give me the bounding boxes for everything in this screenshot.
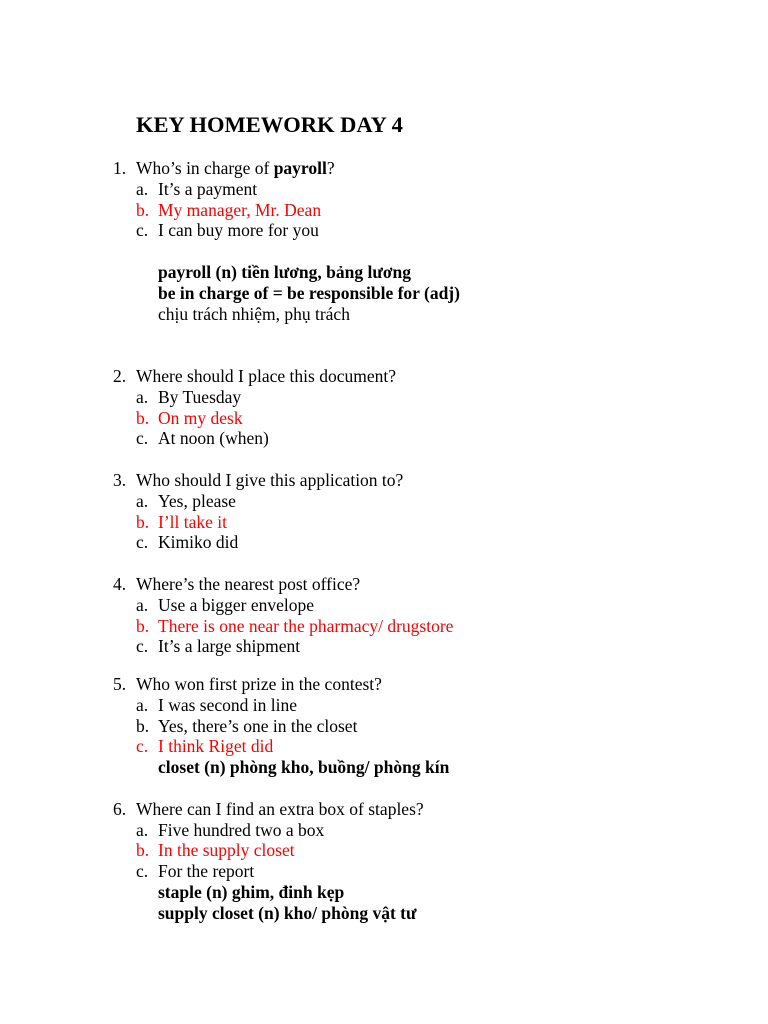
option-text: I’ll take it [158,511,228,532]
option-text: My manager, Mr. Dean [158,199,322,220]
question-prompt [113,158,733,179]
option-text: At noon (when) [158,428,269,449]
question-text: Where should I place this document? [136,365,396,386]
option-text: It’s a large shipment [158,636,301,657]
question-prompt [113,799,733,820]
question-text-end: ? [326,158,335,178]
option-c [113,428,733,449]
option-text: I think Riget did [158,736,274,757]
blank-line [113,241,733,262]
option-letter: b. [136,407,150,428]
question-prompt [113,574,733,595]
question-number: 1. [113,158,127,178]
question-number: 6. [113,798,127,819]
option-letter: a. [136,694,149,715]
question-4 [113,574,733,674]
option-letter: a. [136,819,149,840]
option-a [113,595,733,616]
option-b [113,200,733,221]
page-title: KEY HOMEWORK DAY 4 [136,112,403,137]
vocab-note: supply closet (n) kho/ phòng vật tư [158,902,417,923]
question-number: 4. [113,573,127,594]
option-b [113,408,733,429]
option-a [113,820,733,841]
question-prompt [113,366,733,387]
option-letter: a. [136,178,149,199]
question-2 [113,366,733,470]
option-text: For the report [158,861,255,882]
option-c [113,636,733,657]
question-prompt [113,470,733,491]
option-text: I can buy more for you [158,220,319,241]
option-text: It’s a payment [158,178,258,199]
option-text: There is one near the pharmacy/ drugstore [158,615,454,636]
option-a [113,387,733,408]
option-a [113,491,733,512]
option-a [113,179,733,200]
option-letter: b. [136,615,150,636]
question-text: Where can I find an extra box of staples? [136,798,424,819]
vocab-note: closet (n) phòng kho, buồng/ phòng kín [158,757,450,778]
question-text: Where’s the nearest post office? [136,573,361,594]
option-b [113,716,733,737]
option-letter: b. [136,715,150,736]
option-letter: c. [136,220,149,241]
blank-line [113,345,733,366]
question-number: 3. [113,469,127,490]
option-a [113,695,733,716]
question-6 [113,799,733,924]
option-letter: c. [136,861,149,882]
option-text: In the supply closet [158,840,295,861]
option-c [113,861,733,882]
option-c [113,220,733,241]
vocab-note: payroll (n) tiền lương, bảng lương [158,261,412,282]
question-text: Who won first prize in the contest? [136,673,382,694]
spacer [113,657,733,674]
question-prompt [113,674,733,695]
option-c [113,532,733,553]
option-text: On my desk [158,407,243,428]
option-c [113,736,733,757]
question-number: 2. [113,365,127,386]
option-text: I was second in line [158,694,297,715]
option-letter: c. [136,428,149,449]
vocab-note: staple (n) ghim, đinh kẹp [158,881,345,902]
option-b [113,616,733,637]
answer-key-list [113,158,733,923]
vocab-note: be in charge of = be responsible for (adj) [158,282,460,303]
question-text: Who should I give this application to? [136,469,404,490]
option-letter: b. [136,199,150,220]
vocab-note: chịu trách nhiệm, phụ trách [158,303,350,324]
option-text: Use a bigger envelope [158,594,314,615]
option-text: By Tuesday [158,386,242,407]
blank-line [113,324,733,345]
option-letter: b. [136,840,150,861]
option-letter: c. [136,636,149,657]
option-text: Five hundred two a box [158,819,325,840]
option-b [113,512,733,533]
question-3 [113,470,733,574]
option-letter: a. [136,386,149,407]
option-letter: a. [136,490,149,511]
option-text: Yes, there’s one in the closet [158,715,358,736]
option-text: Yes, please [158,490,236,511]
blank-line [113,449,733,470]
option-letter: a. [136,594,149,615]
option-text: Kimiko did [158,532,239,553]
option-letter: c. [136,532,149,553]
blank-line [113,778,733,799]
option-letter: b. [136,511,150,532]
option-letter: c. [136,736,149,757]
blank-line [113,553,733,574]
question-keyword: payroll [273,158,327,178]
question-text: Who’s in charge of [136,158,274,178]
question-number: 5. [113,673,127,694]
question-1 [113,158,733,366]
option-b [113,840,733,861]
question-5 [113,674,733,799]
